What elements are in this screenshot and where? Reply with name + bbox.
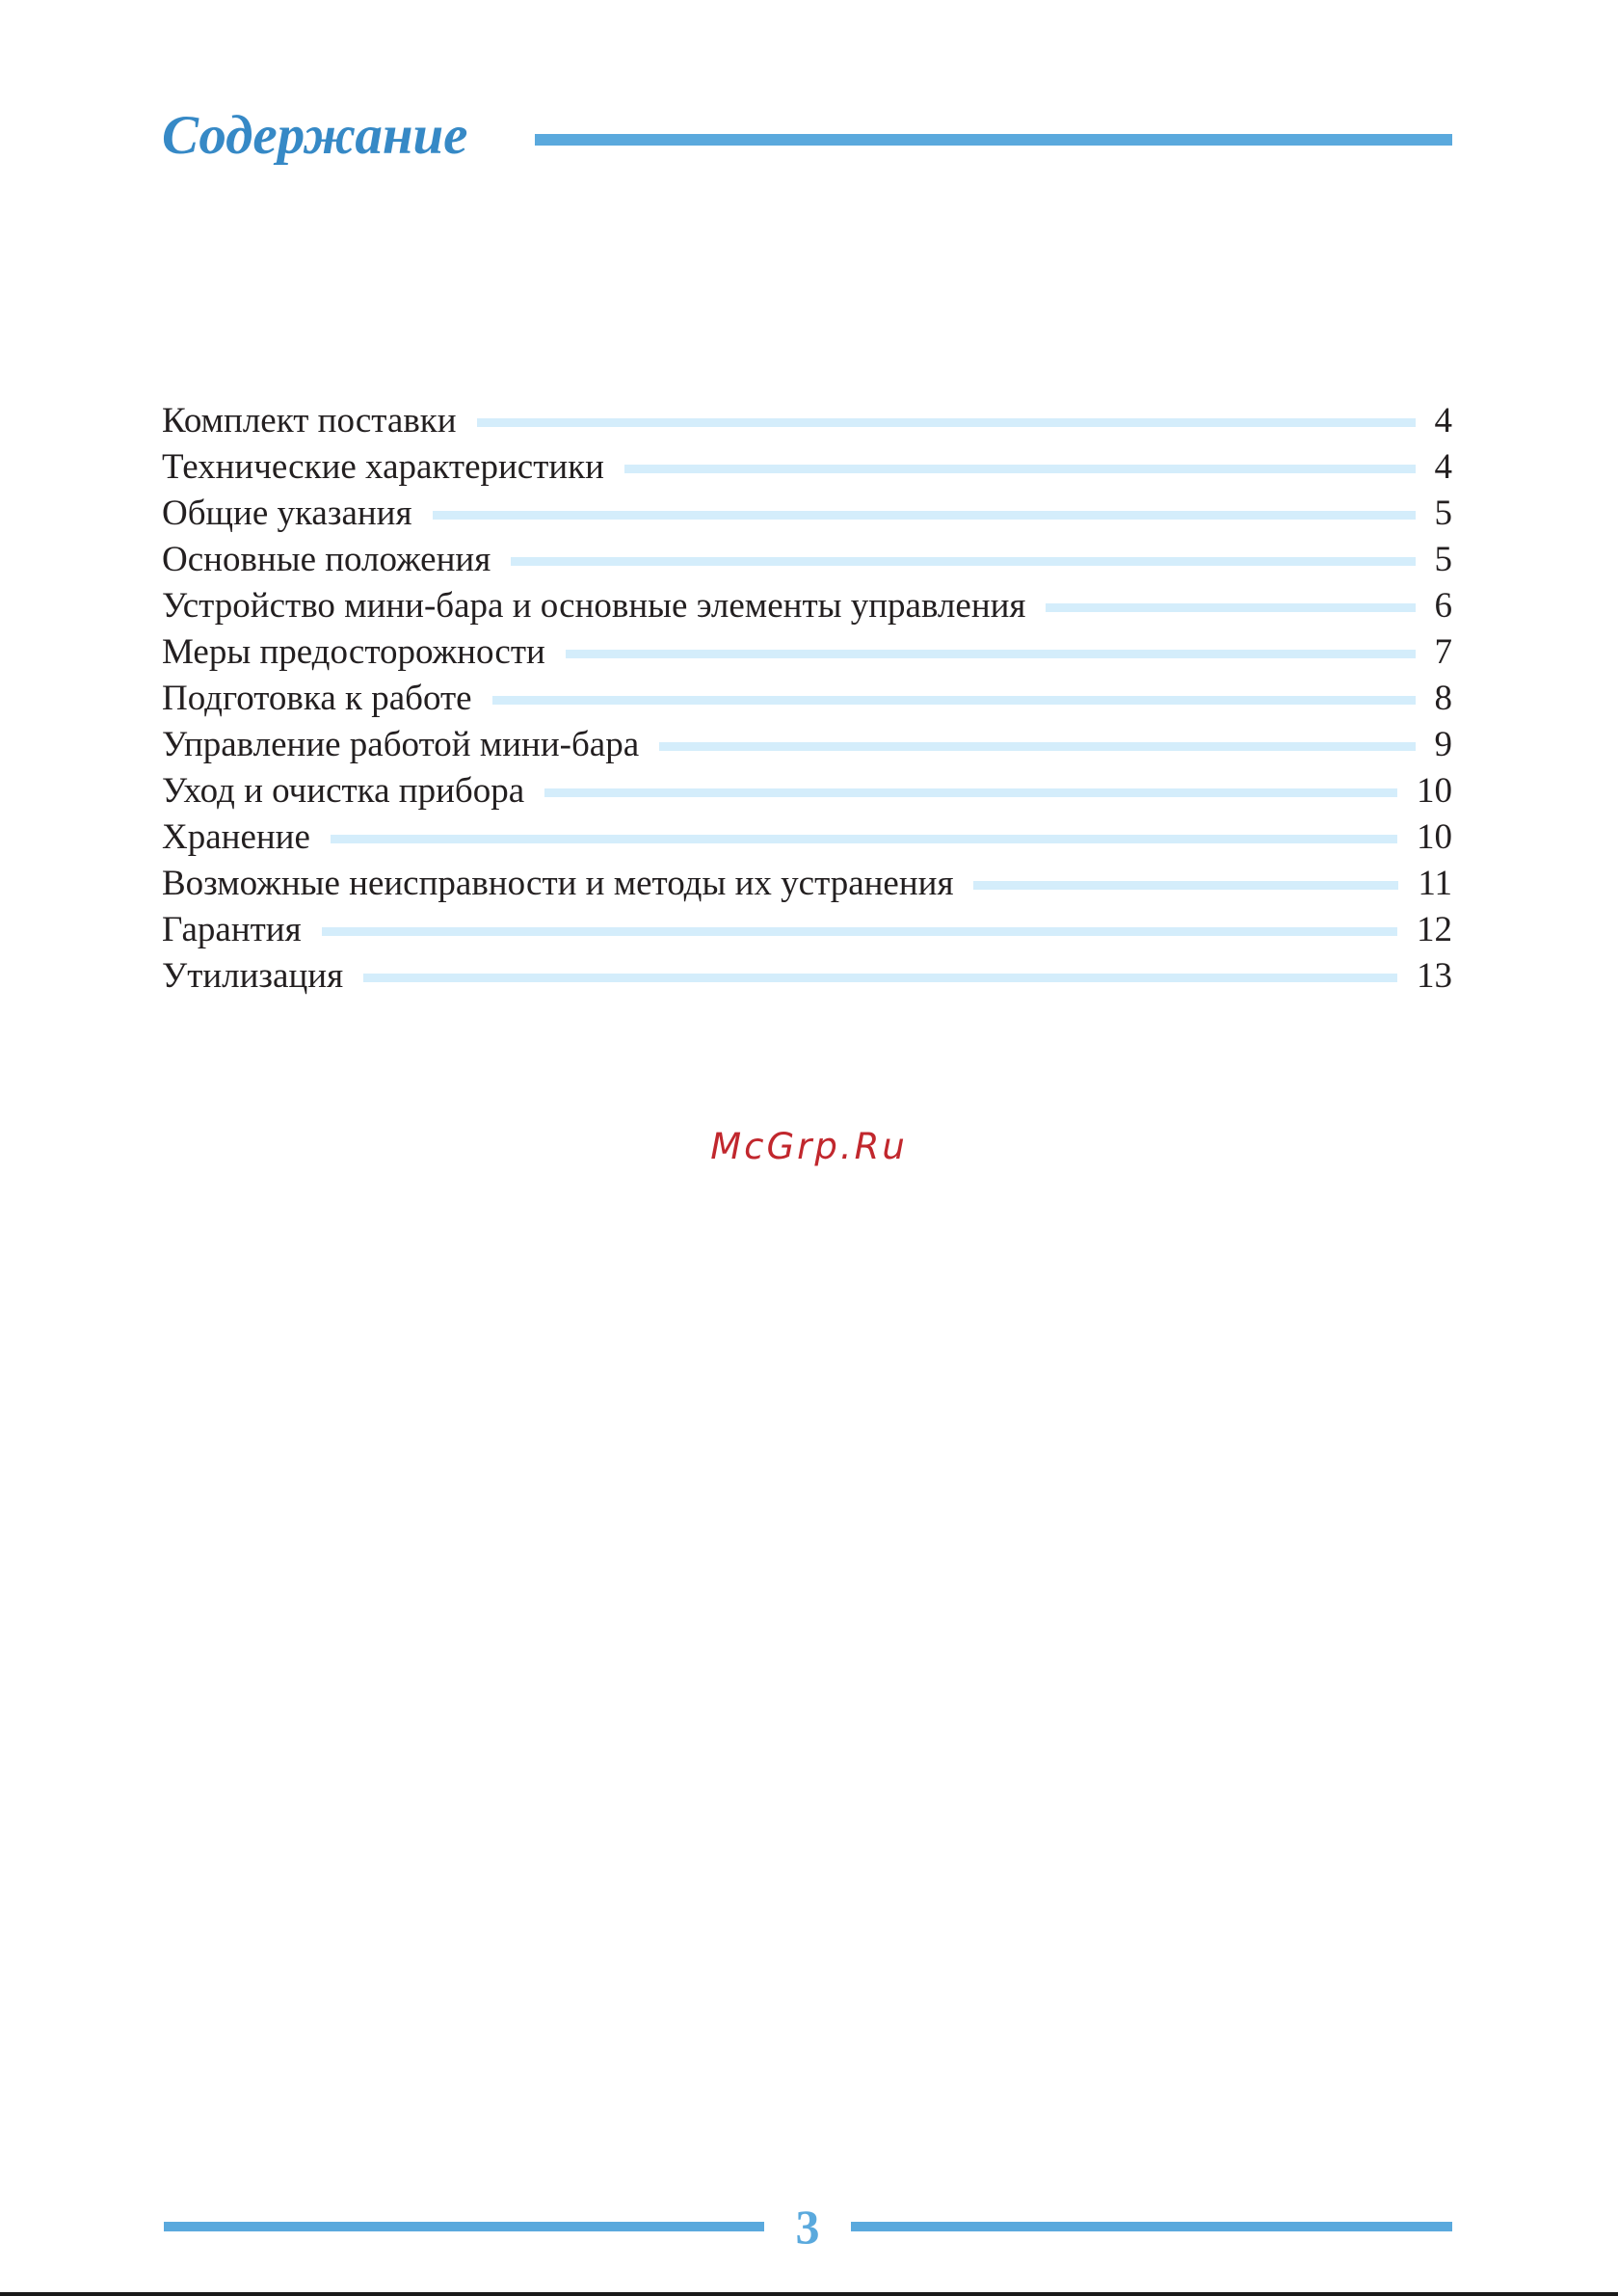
toc-page-number: 10 bbox=[1417, 816, 1452, 857]
footer-rule-right bbox=[851, 2222, 1452, 2231]
toc-label: Основные положения bbox=[162, 539, 491, 579]
toc-page-number: 11 bbox=[1418, 863, 1452, 903]
toc-label: Меры предосторожности bbox=[162, 631, 545, 672]
watermark-text: McGrp.Ru bbox=[710, 1126, 908, 1167]
toc-row[interactable] bbox=[162, 814, 1452, 860]
toc-page-number: 8 bbox=[1434, 678, 1452, 718]
toc-leader bbox=[659, 742, 1415, 751]
table-of-contents bbox=[162, 397, 1452, 999]
toc-page-number: 6 bbox=[1434, 585, 1452, 626]
toc-label: Утилизация bbox=[162, 955, 344, 996]
toc-label: Общие указания bbox=[162, 493, 412, 533]
toc-row[interactable] bbox=[162, 721, 1452, 767]
toc-row[interactable] bbox=[162, 443, 1452, 490]
toc-label: Гарантия bbox=[162, 909, 302, 949]
page-title: Содержание bbox=[162, 105, 468, 166]
toc-leader bbox=[544, 788, 1397, 797]
toc-label: Устройство мини-бара и основные элементы управления bbox=[162, 585, 1026, 626]
toc-row[interactable] bbox=[162, 952, 1452, 999]
toc-leader bbox=[363, 974, 1397, 982]
toc-page-number: 13 bbox=[1417, 955, 1452, 996]
toc-page-number: 5 bbox=[1434, 539, 1452, 579]
toc-page-number: 4 bbox=[1434, 400, 1452, 441]
toc-label: Управление работой мини-бара bbox=[162, 724, 640, 764]
toc-row[interactable] bbox=[162, 675, 1452, 721]
toc-page-number: 9 bbox=[1434, 724, 1452, 764]
toc-leader bbox=[477, 418, 1416, 427]
toc-label: Технические характеристики bbox=[162, 446, 604, 487]
toc-leader bbox=[566, 650, 1416, 658]
toc-leader bbox=[433, 511, 1416, 520]
toc-row[interactable] bbox=[162, 906, 1452, 952]
toc-row[interactable] bbox=[162, 536, 1452, 582]
toc-row[interactable] bbox=[162, 397, 1452, 443]
toc-label: Подготовка к работе bbox=[162, 678, 472, 718]
page-number: 3 bbox=[795, 2200, 820, 2254]
toc-row[interactable] bbox=[162, 767, 1452, 814]
toc-leader bbox=[322, 927, 1397, 936]
toc-leader bbox=[492, 696, 1416, 705]
toc-leader bbox=[1046, 603, 1415, 612]
toc-page-number: 4 bbox=[1434, 446, 1452, 487]
toc-label: Уход и очистка прибора bbox=[162, 770, 525, 811]
toc-label: Комплект поставки bbox=[162, 400, 457, 441]
toc-page-number: 10 bbox=[1417, 770, 1452, 811]
toc-page-number: 5 bbox=[1434, 493, 1452, 533]
toc-page-number: 7 bbox=[1434, 631, 1452, 672]
toc-row[interactable] bbox=[162, 490, 1452, 536]
page-bottom-edge bbox=[0, 2292, 1618, 2296]
toc-leader bbox=[331, 835, 1397, 843]
footer-rule-left bbox=[164, 2222, 764, 2231]
toc-label: Хранение bbox=[162, 816, 310, 857]
toc-row[interactable] bbox=[162, 628, 1452, 675]
toc-leader bbox=[511, 557, 1415, 566]
toc-row[interactable] bbox=[162, 860, 1452, 906]
toc-row[interactable] bbox=[162, 582, 1452, 628]
title-rule bbox=[535, 134, 1452, 146]
toc-label: Возможные неисправности и методы их устранения bbox=[162, 863, 954, 903]
toc-leader bbox=[624, 465, 1416, 473]
toc-leader bbox=[973, 881, 1398, 890]
toc-page-number: 12 bbox=[1417, 909, 1452, 949]
